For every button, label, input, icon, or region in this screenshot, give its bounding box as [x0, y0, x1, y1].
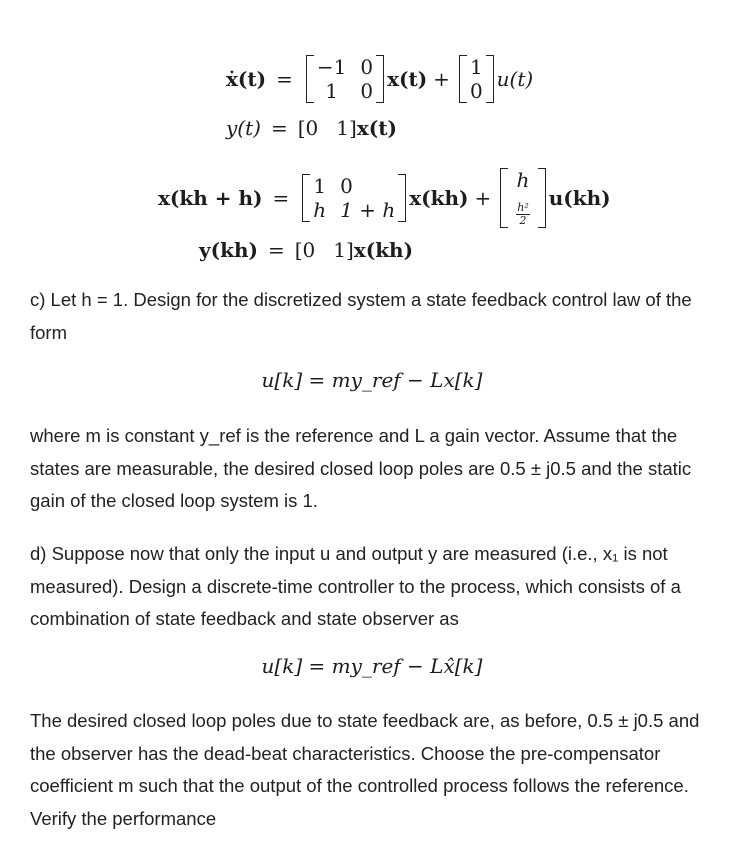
- matrix-cell: 0: [305, 116, 319, 140]
- discrete-input: u(kh): [548, 186, 611, 210]
- part-d-control-law: u[k] = my_ref − Lx̂[k]: [261, 654, 483, 678]
- matrix-B: [459, 55, 494, 103]
- matrix-cell: 0: [360, 55, 374, 79]
- output-matrix-C: [0 1]: [294, 238, 354, 262]
- plus-sign: +: [474, 186, 492, 210]
- discrete-state-vector: x(kh): [353, 238, 414, 262]
- state-vector: x(t): [356, 116, 397, 140]
- continuous-output-equation: [226, 114, 397, 142]
- discrete-state-equation: [158, 162, 611, 234]
- output-matrix-C: [0 1]: [297, 116, 357, 140]
- matrix-cell: 1: [336, 116, 349, 140]
- equals-sign: =: [276, 67, 293, 91]
- left-bracket: [306, 55, 314, 103]
- state-vector: x(t): [387, 67, 428, 91]
- matrix-cell: 0: [360, 79, 374, 103]
- matrix-A: [306, 55, 384, 103]
- matrix-cell: 0: [340, 174, 353, 198]
- matrix-cell: 1: [325, 79, 338, 103]
- matrix-cell: 1 + h: [340, 198, 396, 222]
- matrix-cell: 0: [469, 79, 483, 103]
- matrix-cell: h: [313, 198, 327, 222]
- right-bracket: [538, 168, 546, 228]
- matrix-Gamma: [500, 168, 546, 228]
- continuous-state-equation: [226, 44, 533, 114]
- part-d-intro: d) Suppose now that only the input u and output y are measured (i.e., x₁ is not measured). Design a discrete-time controller to the process, which consists of a combination of state feedback and state observer as: [30, 543, 681, 629]
- discrete-output-lhs: y(kh): [199, 238, 258, 262]
- part-d-body: The desired closed loop poles due to state feedback are, as before, 0.5 ± j0.5 and the observer has the dead-beat characteristics. Choose the pre-compensator coefficient m such that the output of the controlled process follows the reference. Verify the performance: [30, 710, 700, 829]
- discrete-output-equation: [199, 236, 413, 264]
- matrix-Phi: [302, 174, 406, 222]
- matrix-cell: h: [516, 167, 530, 192]
- right-bracket: [398, 174, 406, 222]
- matrix-cell: 1: [333, 238, 346, 262]
- equals-sign: =: [270, 116, 288, 140]
- matrix-cell: 1: [469, 55, 483, 79]
- equals-sign: =: [272, 186, 290, 210]
- matrix-cell: 1: [313, 174, 327, 198]
- matrix-cell: 0: [302, 238, 316, 262]
- state-derivative-lhs: ẋ(t): [226, 67, 267, 91]
- input-signal: u(t): [496, 67, 534, 91]
- discrete-state-vector: x(kh): [409, 186, 469, 210]
- left-bracket: [302, 174, 310, 222]
- fraction: $\frac{\text{h²}}{2}$: [517, 200, 529, 227]
- right-bracket: [486, 55, 494, 103]
- part-c-control-law: u[k] = my_ref − Lx[k]: [261, 368, 483, 392]
- left-bracket: [500, 168, 508, 228]
- right-bracket: [376, 55, 384, 103]
- part-c-body: where m is constant y_ref is the reference and L a gain vector. Assume that the states are measurable, the desired closed loop poles are 0.5 ± j0.5 and the static gain of the closed loop system is 1.: [30, 425, 692, 511]
- matrix-cell: −1: [316, 55, 347, 79]
- output-lhs: y(t): [226, 116, 261, 140]
- left-bracket: [459, 55, 467, 103]
- plus-sign: +: [433, 67, 450, 91]
- equals-sign: =: [267, 238, 285, 262]
- discrete-state-lhs: x(kh + h): [158, 186, 263, 210]
- part-c-intro: c) Let h = 1. Design for the discretized system a state feedback control law of the form: [30, 289, 692, 343]
